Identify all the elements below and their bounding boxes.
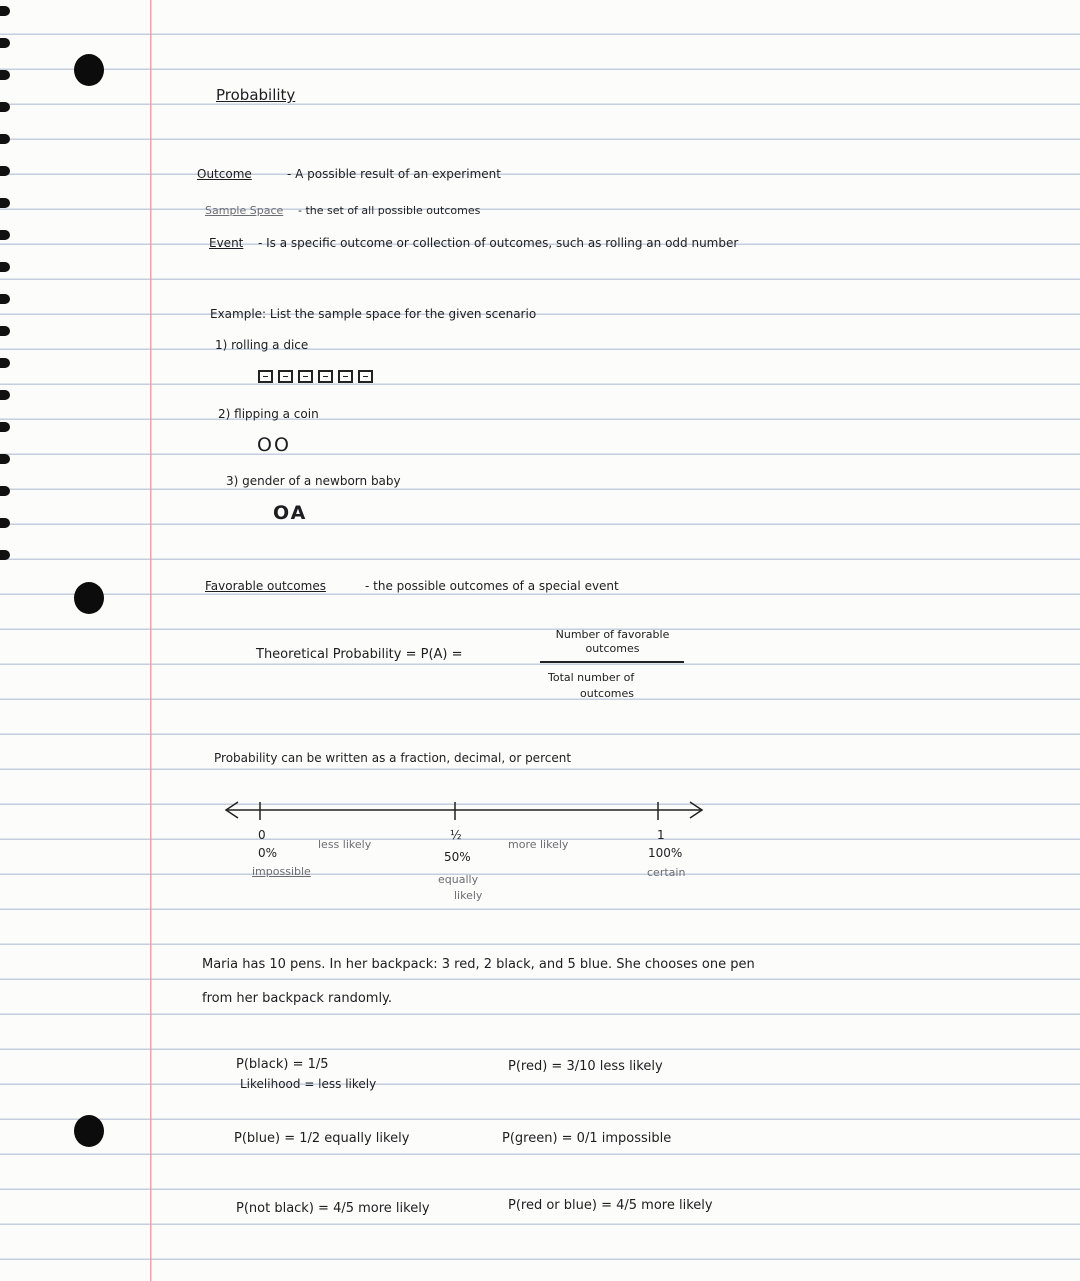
coin-sides-drawing: OO	[257, 434, 291, 456]
example-heading: Example: List the sample space for the given scenario	[210, 307, 537, 321]
binder-hole	[74, 54, 104, 86]
answer-p-red: P(red) = 3/10 less likely	[508, 1059, 663, 1074]
gender-symbols-drawing: OA	[273, 502, 308, 524]
number-line-zero: 0	[258, 828, 266, 842]
formula-denominator-2: outcomes	[580, 687, 635, 700]
number-line-more-likely: more likely	[508, 838, 569, 851]
problem-line-1: Maria has 10 pens. In her backpack: 3 red, 2 black, and 5 blue. She chooses one pen	[202, 957, 755, 972]
number-line-less-likely: less likely	[318, 838, 372, 851]
number-line-zero-percent: 0%	[258, 846, 278, 860]
term-outcome: Outcome	[197, 167, 252, 181]
example-item-2: 2) flipping a coin	[218, 407, 319, 421]
definition-event: - Is a specific outcome or collection of outcomes, such as rolling an odd number	[258, 236, 739, 250]
answer-p-red-or-blue: P(red or blue) = 4/5 more likely	[508, 1198, 713, 1213]
number-line-half: ½	[450, 828, 462, 842]
binder-hole	[74, 582, 104, 614]
answer-p-not-black: P(not black) = 4/5 more likely	[236, 1201, 430, 1216]
fraction-bar	[540, 661, 684, 663]
answer-p-blue: P(blue) = 1/2 equally likely	[234, 1131, 410, 1146]
term-event: Event	[209, 236, 244, 250]
probability-number-line	[218, 798, 718, 828]
example-item-3: 3) gender of a newborn baby	[226, 474, 401, 488]
number-line-fifty-percent: 50%	[444, 850, 471, 864]
dice-faces-drawing	[258, 370, 373, 383]
probability-forms-note: Probability can be written as a fraction, decimal, or percent	[214, 751, 572, 765]
number-line-impossible: impossible	[252, 865, 311, 878]
answer-p-black: P(black) = 1/5	[236, 1057, 329, 1072]
definition-outcome: - A possible result of an experiment	[287, 167, 501, 181]
term-sample-space: Sample Space	[205, 204, 284, 217]
formula-numerator: Number of favorable outcomes	[555, 628, 670, 655]
number-line-equally: equally	[438, 873, 479, 886]
number-line-hundred-percent: 100%	[648, 846, 683, 860]
formula-denominator-1: Total number of	[548, 671, 635, 684]
binder-hole	[74, 1115, 104, 1147]
problem-line-2: from her backpack randomly.	[202, 991, 393, 1006]
answer-likelihood: Likelihood = less likely	[240, 1077, 377, 1091]
example-item-1: 1) rolling a dice	[215, 338, 309, 352]
definition-sample-space: - the set of all possible outcomes	[298, 204, 481, 217]
number-line-certain: certain	[647, 866, 686, 879]
page-title: Probability	[216, 86, 296, 104]
answer-p-green: P(green) = 0/1 impossible	[502, 1131, 672, 1146]
term-favorable-outcomes: Favorable outcomes	[205, 579, 326, 593]
formula-label: Theoretical Probability = P(A) =	[256, 647, 463, 662]
number-line-one: 1	[657, 828, 665, 842]
definition-favorable-outcomes: - the possible outcomes of a special event	[365, 579, 619, 593]
number-line-likely: likely	[454, 889, 483, 902]
